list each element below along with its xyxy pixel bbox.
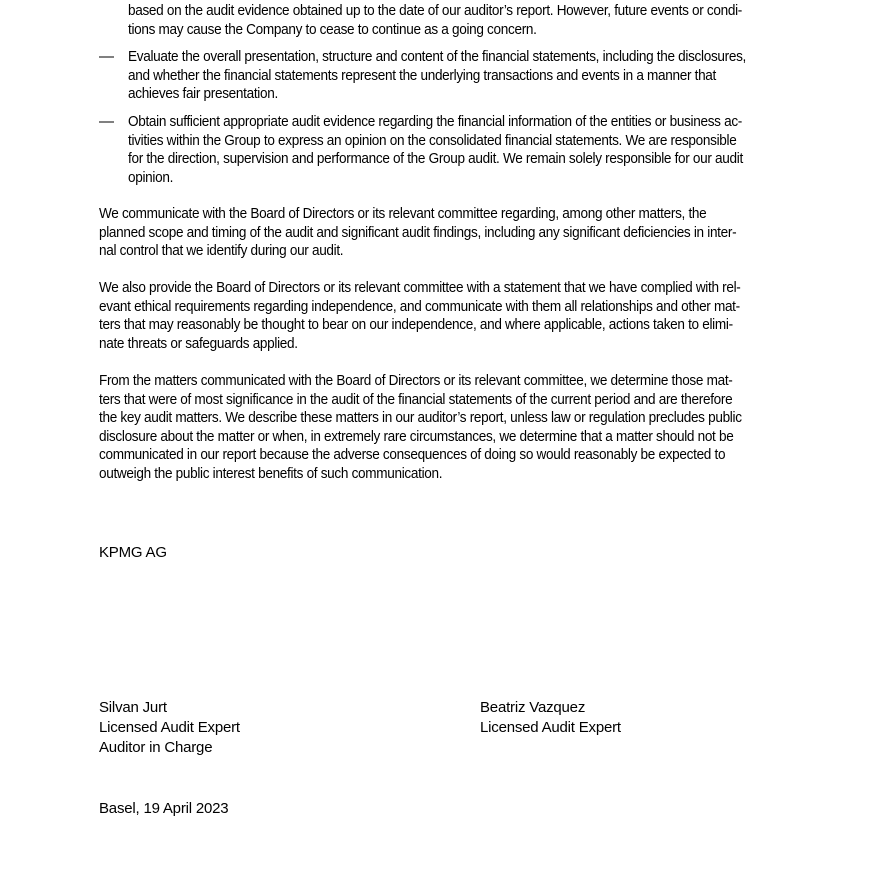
place-date bbox=[99, 799, 228, 819]
text-line: achieves fair presentation. bbox=[128, 85, 278, 103]
bullet-item bbox=[99, 113, 888, 187]
signatory-title: Licensed Audit Expert bbox=[99, 719, 240, 736]
text-line: ters that were of most significance in the audit of the financial statements of the current period and are therefore bbox=[99, 390, 733, 408]
signatory-role: Auditor in Charge bbox=[99, 739, 213, 756]
signatory-name: Beatriz Vazquez bbox=[480, 699, 586, 716]
text-line: for the direction, supervision and performance of the Group audit. We remain solely responsible for our audit bbox=[128, 150, 743, 168]
bullet-text bbox=[128, 113, 816, 187]
text-line: the key audit matters. We describe these matters in our auditor’s report, unless law or regulation precludes public bbox=[99, 409, 742, 427]
firm-name bbox=[99, 543, 167, 563]
text-line: Obtain sufficient appropriate audit evidence regarding the financial information of the entities or business ac- bbox=[128, 113, 743, 130]
text-line: Evaluate the overall presentation, structure and content of the financial statements, including the disclosures, bbox=[128, 48, 747, 65]
bullet-text bbox=[128, 48, 816, 104]
em-dash-bullet-icon: — bbox=[99, 113, 114, 130]
signatory-block bbox=[480, 698, 621, 738]
text-line: based on the audit evidence obtained up to the date of our auditor’s report. However, future events or condi- bbox=[128, 2, 742, 19]
text-line: tions may cause the Company to cease to continue as a going concern. bbox=[128, 20, 537, 38]
text-line: We also provide the Board of Directors or its relevant committee with a statement that we have complied with rel- bbox=[99, 279, 741, 296]
signatory-block bbox=[99, 698, 240, 758]
text-line: From the matters communicated with the Board of Directors or its relevant committee, we determine those mat- bbox=[99, 372, 733, 389]
text-line: communicated in our report because the adverse consequences of doing so would reasonably be expected to bbox=[99, 446, 726, 464]
paragraph-communication bbox=[99, 205, 814, 261]
text-line: tivities within the Group to express an opinion on the consolidated financial statements. We are responsible bbox=[128, 131, 737, 149]
text-line: planned scope and timing of the audit and significant audit findings, including any significant deficiencies in inter- bbox=[99, 223, 737, 241]
bullet-item bbox=[99, 48, 888, 104]
firm-name-text: KPMG AG bbox=[99, 544, 167, 561]
text-line: nate threats or safeguards applied. bbox=[99, 334, 298, 352]
text-line: disclosure about the matter or when, in extremely rare circumstances, we determine that a matter should not be bbox=[99, 427, 734, 445]
text-line: outweigh the public interest benefits of such communication. bbox=[99, 464, 443, 482]
place-date-text: Basel, 19 April 2023 bbox=[99, 800, 229, 817]
text-line: evant ethical requirements regarding independence, and communicate with them all relationships and other mat- bbox=[99, 297, 740, 315]
text-line: nal control that we identify during our audit. bbox=[99, 242, 344, 260]
signatory-title: Licensed Audit Expert bbox=[480, 719, 621, 736]
text-line: ters that may reasonably be thought to bear on our independence, and where applicable, actions taken to elimi- bbox=[99, 316, 733, 334]
signatory-name: Silvan Jurt bbox=[99, 699, 167, 716]
bullet-continuation bbox=[128, 2, 816, 39]
paragraph-independence bbox=[99, 279, 814, 353]
text-line: opinion. bbox=[128, 168, 174, 186]
paragraph-key-audit-matters bbox=[99, 372, 814, 484]
em-dash-bullet-icon: — bbox=[99, 48, 114, 65]
text-line: We communicate with the Board of Directors or its relevant committee regarding, among other matters, the bbox=[99, 205, 707, 222]
text-line: and whether the financial statements represent the underlying transactions and events in a manner that bbox=[128, 66, 716, 84]
